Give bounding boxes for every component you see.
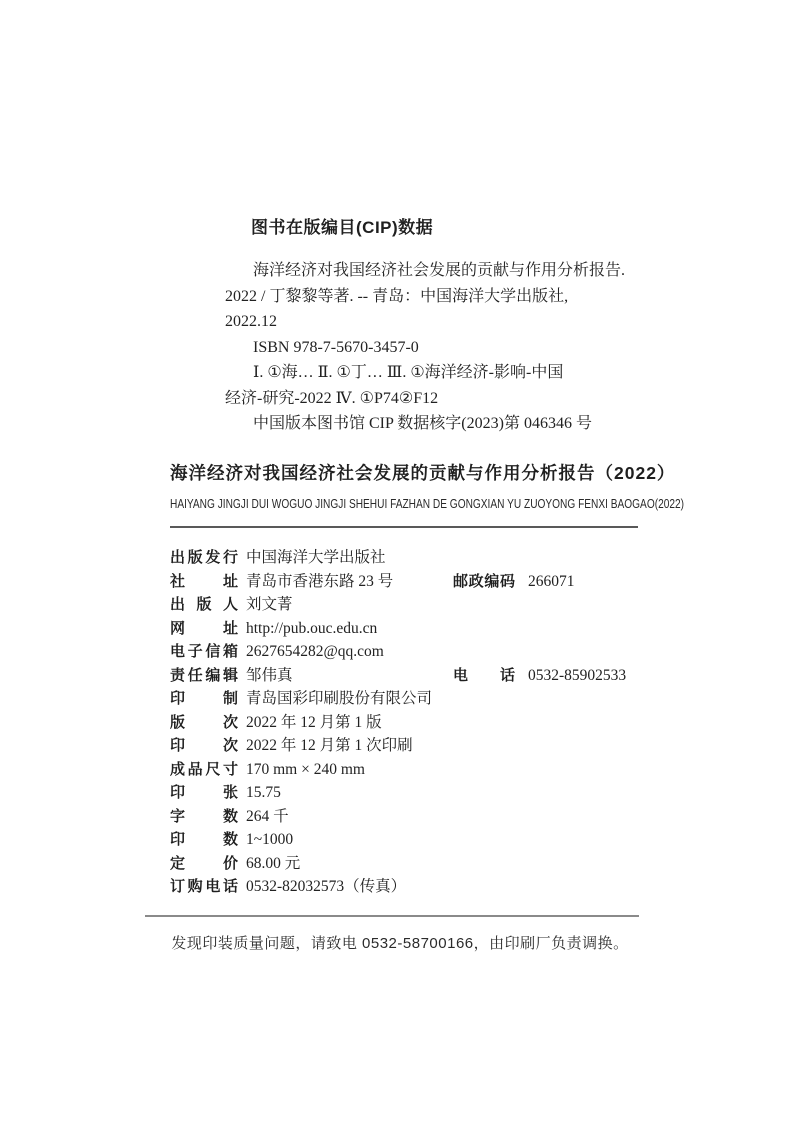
field-value: 68.00 元 — [246, 854, 301, 872]
field-value: 青岛市香港东路 23 号 — [246, 572, 394, 590]
field-value-phone: 0532-85902533 — [528, 666, 627, 684]
field-label: 电子信箱 — [170, 643, 238, 660]
field-label: 成品尺寸 — [170, 760, 238, 778]
field-value: 2022 年 12 月第 1 版 — [246, 713, 382, 731]
cip-classification-line: 经济-研究-2022 Ⅳ. ①P74②F12 — [225, 389, 439, 407]
field-value: 0532-82032573（传真） — [246, 878, 407, 895]
colophon-row-printer — [170, 687, 690, 711]
book-title-pinyin: HAIYANG JINGJI DUI WOGUO JINGJI SHEHUI FAZHAN DE GONGXIAN YU ZUOYONG FENXI BAOGAO(2022) — [170, 496, 685, 511]
field-label: 印张 — [170, 784, 238, 801]
colophon-row-publisher-person — [170, 593, 690, 617]
colophon-row-sheets — [170, 781, 690, 805]
cip-line: 海洋经济对我国经济社会发展的贡献与作用分析报告. — [253, 262, 626, 279]
field-label: 印数 — [170, 831, 238, 848]
field-label: 印次 — [170, 737, 238, 754]
field-label: 责任编辑 — [170, 666, 238, 684]
field-label: 版次 — [170, 713, 238, 731]
field-label: 定价 — [170, 854, 238, 872]
colophon-row-edition — [170, 711, 690, 735]
field-label: 订购电话 — [170, 878, 238, 895]
field-value-email: 2627654282@qq.com — [246, 643, 384, 660]
field-value: 2022 年 12 月第 1 次印刷 — [246, 737, 413, 754]
print-quality-notice: 发现印装质量问题，请致电 0532-58700166，由印刷厂负责调换。 — [171, 935, 629, 952]
field-value: 刘文菁 — [246, 596, 293, 613]
colophon-table — [170, 546, 690, 899]
field-label-phone: 电话 — [453, 666, 515, 684]
cip-data-block — [225, 213, 665, 437]
field-value: 1~1000 — [246, 831, 294, 848]
colophon-row-trim-size — [170, 758, 690, 782]
title-divider — [170, 526, 638, 528]
field-value: 邹伟真 — [246, 666, 293, 684]
field-label: 出版发行 — [170, 549, 238, 566]
colophon-row-impression — [170, 734, 690, 758]
cip-heading: 图书在版编目(CIP)数据 — [251, 218, 434, 237]
field-label: 字数 — [170, 807, 238, 825]
field-value-postcode: 266071 — [528, 572, 575, 590]
field-label: 印制 — [170, 690, 238, 707]
book-title: 海洋经济对我国经济社会发展的贡献与作用分析报告（2022） — [170, 463, 676, 483]
colophon-row-editor — [170, 664, 690, 688]
colophon-row-website — [170, 617, 690, 641]
cip-isbn-line: ISBN 978-7-5670-3457-0 — [253, 338, 419, 356]
colophon-row-price — [170, 852, 690, 876]
field-value: 170 mm × 240 mm — [246, 760, 365, 778]
field-value: 264 千 — [246, 807, 289, 825]
colophon-row-publisher — [170, 546, 690, 570]
colophon-row-word-count — [170, 805, 690, 829]
field-value-url: http://pub.ouc.edu.cn — [246, 619, 378, 637]
footer-divider — [145, 915, 639, 917]
cip-line: 2022.12 — [225, 313, 277, 330]
colophon-row-print-run — [170, 828, 690, 852]
field-label: 网址 — [170, 619, 238, 637]
field-value: 中国海洋大学出版社 — [246, 549, 386, 566]
field-value: 15.75 — [246, 784, 281, 801]
cip-classification-line: Ⅰ. ①海… Ⅱ. ①丁… Ⅲ. ①海洋经济-影响-中国 — [253, 364, 564, 381]
field-value: 青岛国彩印刷股份有限公司 — [246, 690, 433, 707]
colophon-row-address — [170, 570, 690, 594]
field-label: 社址 — [170, 572, 238, 590]
colophon-row-order-phone — [170, 875, 690, 899]
field-label-postcode: 邮政编码 — [453, 572, 515, 590]
cip-record-number-line: 中国版本图书馆 CIP 数据核字(2023)第 046346 号 — [253, 415, 592, 432]
colophon-row-email — [170, 640, 690, 664]
field-label: 出版人 — [170, 596, 238, 613]
cip-line: 2022 / 丁黎黎等著. -- 青岛：中国海洋大学出版社, — [225, 287, 569, 305]
